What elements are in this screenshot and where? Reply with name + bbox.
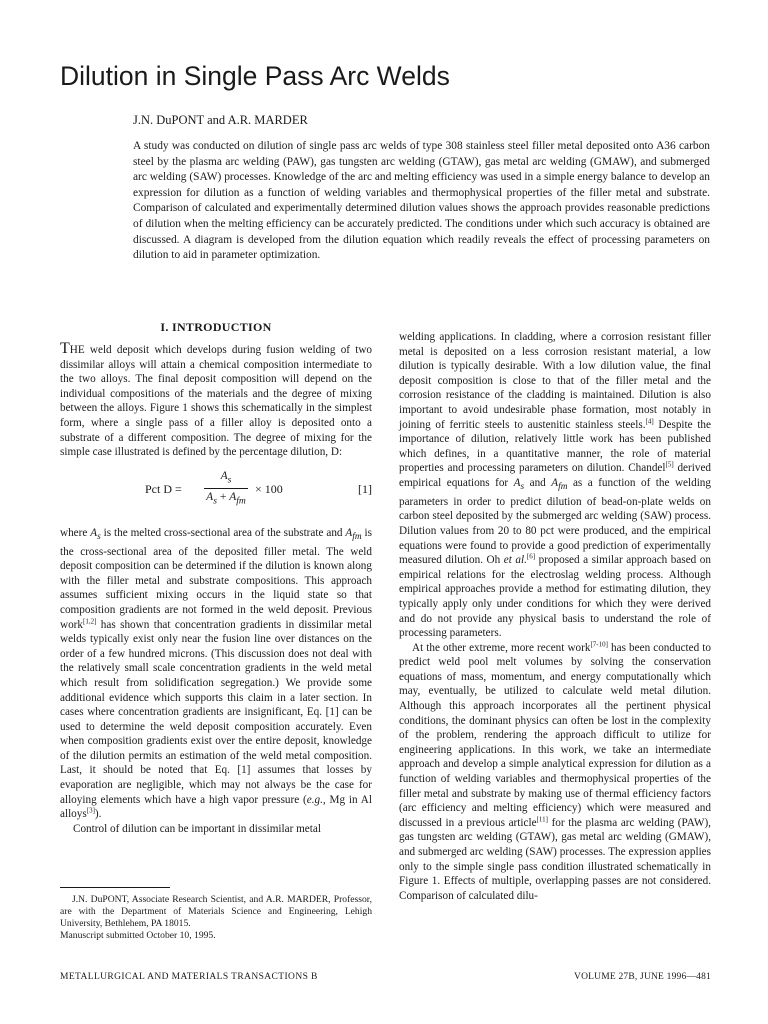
citation: [7-10] bbox=[590, 639, 608, 648]
intro-paragraph-1-text: HE weld deposit which develops during fusion welding of two dissimilar alloys will attain a chemical composition intermediate to the two alloys. The final deposit composition will depend on the individual compositions of the materials and the degree of mixing between the alloys. Figure 1 shows this schematically in the simplest form, where a single pass of a filler alloy is deposited onto a substrate of a different composition. The degree of mixing for the simple case illustrated is defined by the percentage dilution, D: bbox=[60, 344, 372, 459]
equation-number: [1] bbox=[358, 481, 372, 496]
author-affiliation-footnote: J.N. DuPONT, Associate Research Scientist, and A.R. MARDER, Professor, are with the Department of Materials Science and Engineering, Lehigh University, Bethlehem, PA 18015. Manuscript submitted October 10, 1995. bbox=[60, 894, 372, 941]
abstract: A study was conducted on dilution of single pass arc welds of type 308 stainless steel filler metal deposited onto A36 carbon steel by the plasma arc welding (PAW), gas tungsten arc welding (GTAW), gas metal arc welding (GMAW), and submerged arc welding (SAW) processes. Knowledge of the arc and melting efficiency was used in a simple energy balance to develop an expression for dilution as a function of welding variables and thermophysical properties of the filler metal and substrate. Comparison of calculated and experimentally determined dilution values shows the approach provides reasonable predictions of dilution when the melting efficiency can be accurately predicted. The conditions under which such accuracy is obtained are discussed. A diagram is developed from the dilution equation which readily reveals the effect of processing parameters on dilution to aid in parameter optimization. bbox=[133, 140, 710, 262]
intro-paragraph-2: where $A_s$ is the melted cross-sectional area of the substrate and $A_{fm}$ is the cross-sectional area of the deposited filler metal. The weld deposit composition can be determined if the dilution is known along with the filler metal and substrate compositions. This approach assumes sufficient mixing occurs in the liquid state so that composition gradients are not formed in the weld deposit. Previous work[1,2] has shown that concentration gradients in dissimilar metal welds typically exist only near the fusion line over distances on the order of a few hundred microns. (This discussion does not deal with the relatively small scale concentration gradients in the weld metal which result from solidification segregation.) We provide some additional evidence which supports this claim in a later section. In cases where concentration gradients are insignificant, Eq. [1] can be used to determine the weld deposit composition accurately. Even when composition gradients exist over the entire deposit, knowledge of the dilution permits an estimation of the weld metal composition. Last, it should be noted that Eq. [1] assumes that losses by evaporation are negligible, which may not always be the case for alloying elements which have a high vapor pressure (e.g., Mg in Al alloys[3]). bbox=[60, 526, 372, 821]
citation: [3] bbox=[86, 806, 95, 815]
right-column bbox=[399, 330, 711, 903]
manuscript-date: Manuscript submitted October 10, 1995. bbox=[60, 930, 216, 941]
equation-rhs: × 100 bbox=[255, 481, 283, 496]
drop-cap: T bbox=[60, 340, 70, 357]
paper-title: Dilution in Single Pass Arc Welds bbox=[60, 61, 450, 91]
intro-paragraph-1 bbox=[60, 342, 372, 460]
footnote-rule bbox=[60, 887, 170, 888]
volume-page-footer: VOLUME 27B, JUNE 1996—481 bbox=[574, 972, 711, 982]
equation-1 bbox=[60, 466, 372, 518]
left-column bbox=[60, 320, 372, 836]
right-paragraph-1: welding applications. In cladding, where a corrosion resistant filler metal is deposited on a less corrosion resistant material, a low dilution is typically desirable. With a low dilution value, the final deposit composition is close to that of the filler metal and the corrosion resistance of the cladding is maintained. Dilution is also important to avoid undesirable phase formation, most notably in joining of ferritic steels to austenitic stainless steels.[4] Despite the importance of dilution, relatively little work has been published which defines, in a quantitative manner, the role of material properties and processing parameters on dilution. Chandel[5] derived empirical equations for $A_s$ and $A_{fm}$ as a function of the welding parameters in order to predict dilution of bead-on-plate welds on carbon steel deposited by the submerged arc welding (SAW) process. Dilution values from 20 to 80 pct were produced, and the empirical equations were found to provide a good prediction of experimentally measured dilution. Oh et al.[6] proposed a similar approach based on empirical relations for the electroslag welding process. Although empirical approaches provide a method for estimating dilution, they typically apply only under conditions for which they were derived and do not provide any physical basis to understand the role of processing parameters. bbox=[399, 331, 712, 640]
citation: [6] bbox=[526, 552, 536, 561]
citation: [1,2] bbox=[83, 616, 97, 625]
citation: [11] bbox=[536, 815, 548, 824]
fraction-bar bbox=[204, 488, 248, 489]
equation-denominator: $A_s + A_{fm}$ bbox=[206, 491, 246, 507]
right-paragraph-2: At the other extreme, more recent work[7-10] has been conducted to predict weld pool melt volumes by solving the conservation equations of mass, momentum, and energy computationally which may, eventually, be utilized to calculate weld metal dilution. Although this approach incorporates all the pertinent physical conditions, the dominant physics can often be lost in the complexity of the problem, rendering the approach difficult to utilize for engineering applications. In this work, we take an intermediate approach and develop a simple analytical expression for dilution as a function of welding variables and thermophysical properties of the filler metal and substrate by making use of thermal efficiency factors (arc efficiency and melting efficiency) which were measured and discussed in a previous article[11] for the plasma arc welding (PAW), gas tungsten arc welding (GTAW), gas metal arc welding (GMAW), and submerged arc welding (SAW) processes. The expression applies only to the simple single pass condition illustrated schematically in Figure 1. Effects of multiple, overlapping passes are not considered. Comparison of calculated dilu- bbox=[399, 639, 712, 902]
citation: [4] bbox=[645, 416, 654, 425]
equation-numerator: $A_s$ bbox=[220, 469, 232, 486]
journal-name-footer: METALLURGICAL AND MATERIALS TRANSACTIONS B bbox=[60, 972, 318, 982]
equation-lhs: Pct D = bbox=[145, 481, 182, 496]
citation: [5] bbox=[665, 460, 674, 469]
equation-fraction bbox=[204, 469, 248, 509]
section-heading-introduction: I. INTRODUCTION bbox=[160, 320, 272, 334]
author-line: J.N. DuPONT and A.R. MARDER bbox=[133, 113, 308, 127]
intro-paragraph-3: Control of dilution can be important in dissimilar metal bbox=[73, 822, 321, 835]
